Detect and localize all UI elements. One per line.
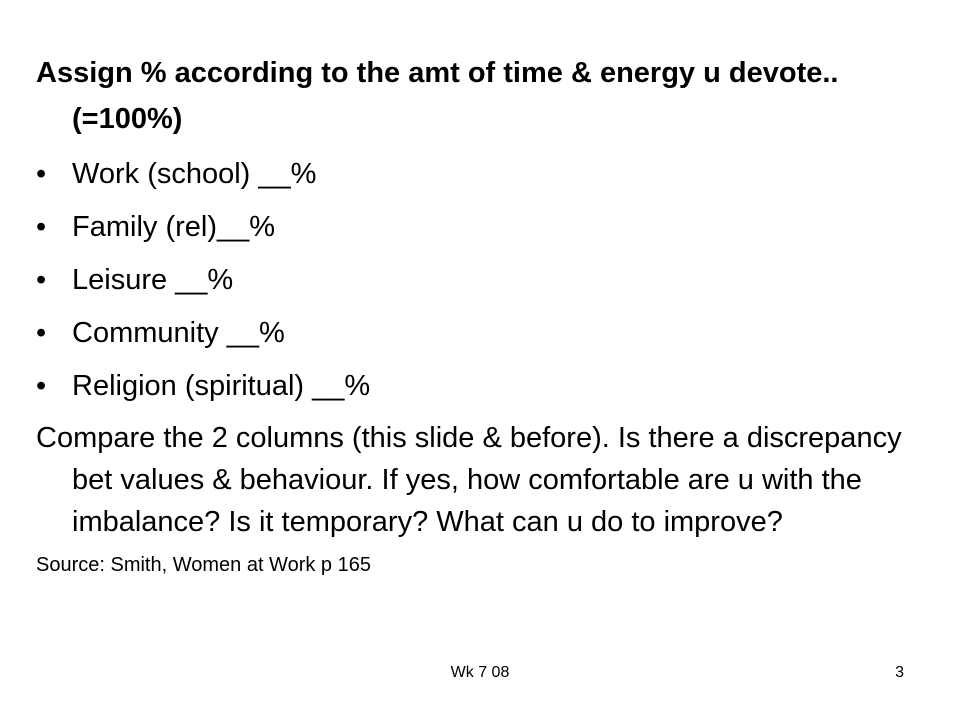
- bullet-item-religion: [36, 360, 916, 413]
- bullet-item-family: [36, 201, 916, 254]
- bullet-icon: •: [36, 264, 47, 296]
- footer-label: Wk 7 08: [450, 664, 510, 681]
- bullet-text: Work (school) __%: [72, 158, 317, 190]
- bullet-icon: •: [36, 317, 47, 349]
- bullet-icon: •: [36, 370, 47, 402]
- bullet-text: Leisure __%: [72, 264, 234, 296]
- bullet-icon: •: [36, 211, 47, 243]
- bullet-list: [36, 148, 916, 413]
- slide-content: [36, 50, 916, 579]
- source-citation: Source: Smith, Women at Work p 165: [36, 554, 371, 576]
- bullet-text: Community __%: [72, 317, 285, 349]
- bullet-item-work: [36, 148, 916, 201]
- bullet-item-community: [36, 307, 916, 360]
- bullet-text: Family (rel)__%: [72, 211, 276, 243]
- bullet-text: Religion (spiritual) __%: [72, 370, 371, 402]
- slide-heading: Assign % according to the amt of time & energy u devote..(=100%): [36, 57, 839, 135]
- bullet-item-leisure: [36, 254, 916, 307]
- bullet-icon: •: [36, 158, 47, 190]
- slide-number: 3: [895, 664, 904, 681]
- reflection-question: Compare the 2 columns (this slide & before). Is there a discrepancy bet values & behaviour. If yes, how comfortable are u with the imbalance? Is it temporary? What can u do to improve?: [36, 422, 902, 538]
